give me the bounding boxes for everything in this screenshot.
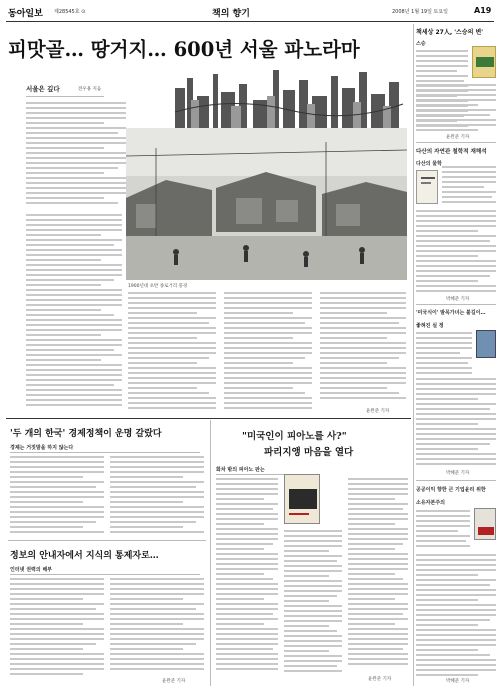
book-cover-dasan [416, 170, 438, 204]
right-mid-text [442, 166, 496, 208]
economy-book-title: 경제는 거짓말을 하지 않는다 [10, 445, 74, 451]
right-mid-headline: 다산의 자연관 철학적 재해석 [416, 149, 487, 155]
lead-body-col2 [128, 292, 216, 412]
lead-body-col1 [26, 214, 122, 410]
right-mid-author: 박혜준 기자 [446, 297, 470, 302]
right-lower-text [416, 332, 472, 376]
piano-headline-1: "미국인이 피아노를 사?" [242, 431, 347, 442]
section-divider [6, 418, 411, 419]
piano-text-col3 [348, 478, 408, 674]
lead-headline: 피맛골… 땅거지… 600년 서울 파노라마 [8, 38, 360, 61]
right-lower-text-2 [416, 378, 496, 466]
info-article [6, 542, 206, 686]
edition-number: 제28545호 ⊙ [54, 9, 86, 15]
right-bottom-author: 박혜준 기자 [446, 679, 470, 684]
right-mid-text-2 [416, 210, 496, 294]
info-headline: 정보의 안내자에서 지식의 통제자로… [10, 551, 159, 561]
economy-text-col2 [110, 456, 204, 536]
right-top-book-title: 스승 [416, 41, 426, 47]
economy-text-col1 [10, 456, 104, 536]
lead-book-title: 서울은 깊다 [26, 85, 60, 93]
piano-text-col1 [216, 478, 278, 676]
book-cover-seuseung [472, 46, 496, 78]
right-top-kicker: 책세상 27人, '스승의 변' [416, 29, 484, 36]
economy-headline: '두 개의 한국' 경제정책이 운명 갈랐다 [10, 429, 162, 439]
issue-date: 2008년 1월 19일 토요일 [392, 9, 449, 15]
piano-text-col2 [284, 530, 342, 676]
info-text-col2 [110, 578, 204, 674]
right-lower-book-title: 좋혀진 실 정 [416, 323, 444, 329]
lead-author: 윤완준 기자 [366, 409, 390, 414]
lead-book-info: 전우용 지음 [78, 87, 102, 92]
piano-headline-2: 파리지앵 마음을 열다 [264, 447, 354, 458]
column-divider [413, 24, 414, 686]
economy-article [6, 420, 206, 540]
city-illustration [171, 66, 407, 128]
info-book-title: 인터넷 권력의 해부 [10, 567, 53, 573]
lead-article [6, 24, 408, 418]
right-mid-book-title: 다산의 물학 [416, 161, 442, 167]
newspaper-logo: 동아일보 [8, 9, 43, 19]
lead-body-col4 [320, 292, 406, 404]
info-text-col1 [10, 578, 104, 678]
info-author: 윤완준 기자 [162, 679, 186, 684]
right-bottom-text-2 [416, 554, 496, 680]
lead-photo [126, 128, 407, 280]
lead-intro-text [26, 102, 126, 208]
page-number: A19 [474, 6, 492, 15]
piano-book-title: 화차 밖의 피아노 판는 [216, 467, 265, 473]
section-title: 책의 향기 [212, 9, 250, 19]
book-cover-ownership [474, 508, 496, 540]
lead-photo-caption: 1900년대 초반 종로거리 풍경 [128, 284, 188, 289]
right-top-text-2 [416, 84, 496, 134]
piano-author: 윤완준 기자 [368, 677, 392, 682]
right-lower-author: 박혜준 기자 [446, 471, 470, 476]
book-cover-piano [284, 474, 320, 524]
right-bottom-text [416, 510, 470, 550]
right-top-author: 윤완준 기자 [446, 135, 470, 140]
lead-body-col3 [224, 292, 312, 412]
right-column [416, 24, 496, 686]
right-bottom-headline: 공공이익 향한 큰 기업윤리 위한 [416, 487, 486, 493]
book-cover-lower [476, 330, 496, 358]
masthead-rule [6, 21, 494, 22]
right-bottom-book-title: 소유자본주의 [416, 500, 445, 506]
piano-article [212, 420, 411, 686]
right-lower-headline: '미국식이' 발목가녀는 불길이… [416, 310, 486, 316]
